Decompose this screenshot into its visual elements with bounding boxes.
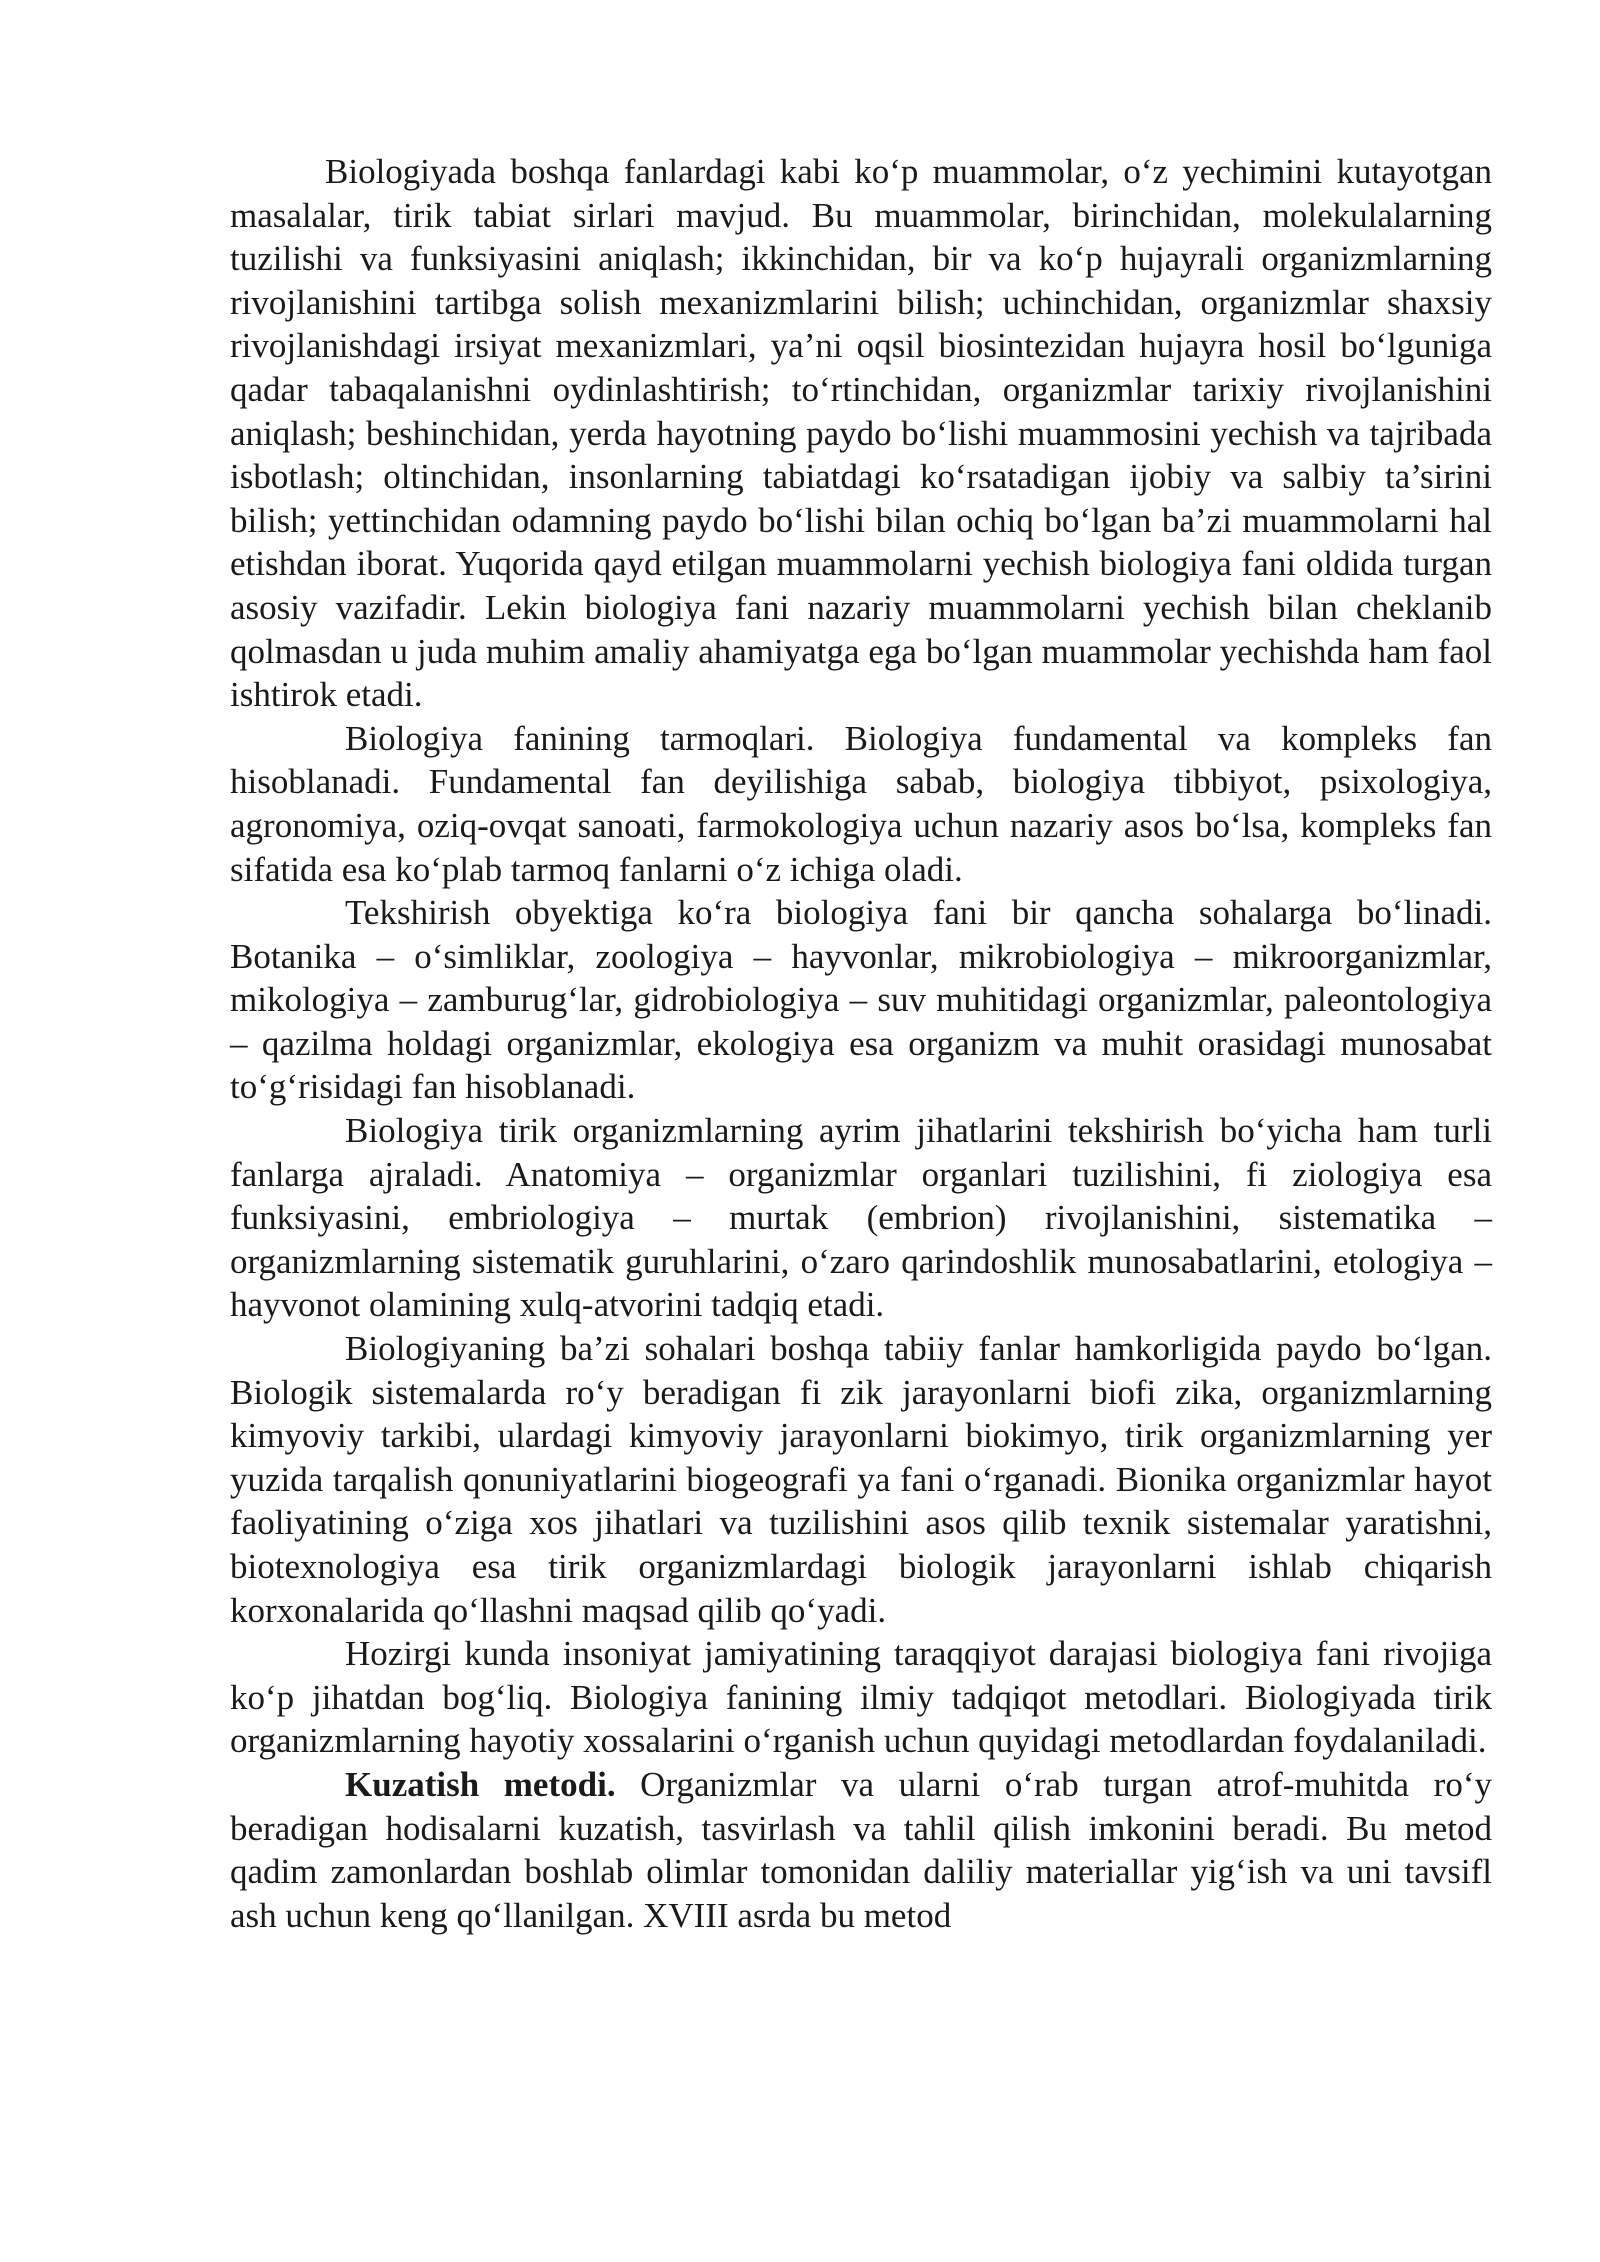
paragraph-interdisciplinary: Biologiyaning ba’zi sohalari boshqa tabiiy fanlar hamkorligida paydo bo‘lgan. Biologik sistemalarda ro‘y beradigan fi zik jarayonlarni biofi zika, organizmlarning kimyoviy tarkibi, ulardagi kimyoviy jarayonlarni biokimyo, tirik organizmlarning yer yuzida tarqalish qonuniyatlarini biogeografi ya fani o‘rganadi. Bionika organizmlar hayot faoliyatining o‘ziga xos jihatlari va tuzilishini asos qilib texnik sistemalar yaratishni, biotexnologiya esa tirik organizmlardagi biologik jarayonlarni ishlab chiqarish korxonalarida qo‘llashni maqsad qilib qo‘yadi. <box>230 1329 1492 1630</box>
paragraph-observation-method <box>230 1763 1492 1937</box>
paragraph-organism-aspects: Biologiya tirik organizmlarning ayrim jihatlarini tekshirish bo‘yicha ham turli fanlarga ajraladi. Anatomiya – organizmlar organlari tuzilishini, fi ziologiya esa funksiyasini, embriologiya – murtak (embrion) rivojlanishini, sistematika – organizmlarning sistematik guruhlarini, o‘zaro qarindoshlik munosabatlarini, etologiya – hayvonot olamining xulq-atvorini tadqiq etadi. <box>230 1111 1492 1325</box>
paragraph-biology-branches: Biologiya fanining tarmoqlari. Biologiya fundamental va kompleks fan hisoblanadi. Fundamental fan deyilishiga sabab, biologiya tibbiyot, psixologiya, agronomiya, oziq-ovqat sanoati, farmokologiya uchun nazariy asos bo‘lsa, kompleks fan sifatida esa ko‘plab tarmoq fanlarni o‘z ichiga oladi. <box>230 718 1492 889</box>
paragraph-biology-problems: Biologiyada boshqa fanlardagi kabi ko‘p muammolar, o‘z yechimini kutayotgan masalalar, tirik tabiat sirlari mavjud. Bu muammolar, birinchidan, molekulalarning tuzilishi va funksiyasini aniqlash; ikkinchidan, bir va ko‘p hujayrali organizmlarning rivojlanishini tartibga solish mexanizmlarini bilish; uchinchidan, organizmlar shaxsiy rivojlanishdagi irsiyat mexanizmlari, ya’ni oqsil biosintezidan hujayra hosil bo‘lguniga qadar tabaqalanishni oydinlashtirish; to‘rtinchidan, organizmlar tarixiy rivojlanishini aniqlash; beshinchidan, yerda hayotning paydo bo‘lishi muammosini yechish va tajribada isbotlash; oltinchidan, insonlarning tabiatdagi ko‘rsatadigan ijobiy va salbiy ta’sirini bilish; yettinchidan odamning paydo bo‘lishi bilan ochiq bo‘lgan ba’zi muammolarni hal etishdan iborat. Yuqorida qayd etilgan muammolarni yechish biologiya fani oldida turgan asosiy vazifadir. Lekin biologiya fani nazariy muammolarni yechish bilan cheklanib qolmasdan u juda muhim amaliy ahamiyatga ega bo‘lgan muammolar yechishda ham faol ishtirok etadi. <box>230 152 1492 715</box>
observation-method-text: Organizmlar va ularni o‘rab turgan atrof-muhitda ro‘y beradigan hodisalarni kuzatish, tasvirlash va tahlil qilish imkonini beradi. Bu metod qadim zamonlardan boshlab olimlar tomonidan daliliy materiallar yig‘ish va uni tavsifl ash uchun keng qo‘llanilgan. XVIII asrda bu metod <box>230 1764 1492 1935</box>
paragraph-research-methods: Hozirgi kunda insoniyat jamiyatining taraqqiyot darajasi biologiya fani rivojiga ko‘p jihatdan bog‘liq. Biologiya fanining ilmiy tadqiqot metodlari. Biologiyada tirik organizmlarning hayotiy xossalarini o‘rganish uchun quyidagi metodlardan foydalaniladi. <box>230 1634 1492 1761</box>
paragraph-research-objects: Tekshirish obyektiga ko‘ra biologiya fani bir qancha sohalarga bo‘linadi. Botanika – o‘simliklar, zoologiya – hayvonlar, mikrobiologiya – mikroorganizmlar, mikologiya – zamburug‘lar, gidrobiologiya – suv muhitidagi organizmlar, paleontologiya – qazilma holdagi organizmlar, ekologiya esa organizm va muhit orasidagi munosabat to‘g‘risidagi fan hisoblanadi. <box>230 893 1492 1107</box>
document-page <box>230 150 1492 1937</box>
observation-method-heading: Kuzatish metodi. <box>345 1764 616 1804</box>
